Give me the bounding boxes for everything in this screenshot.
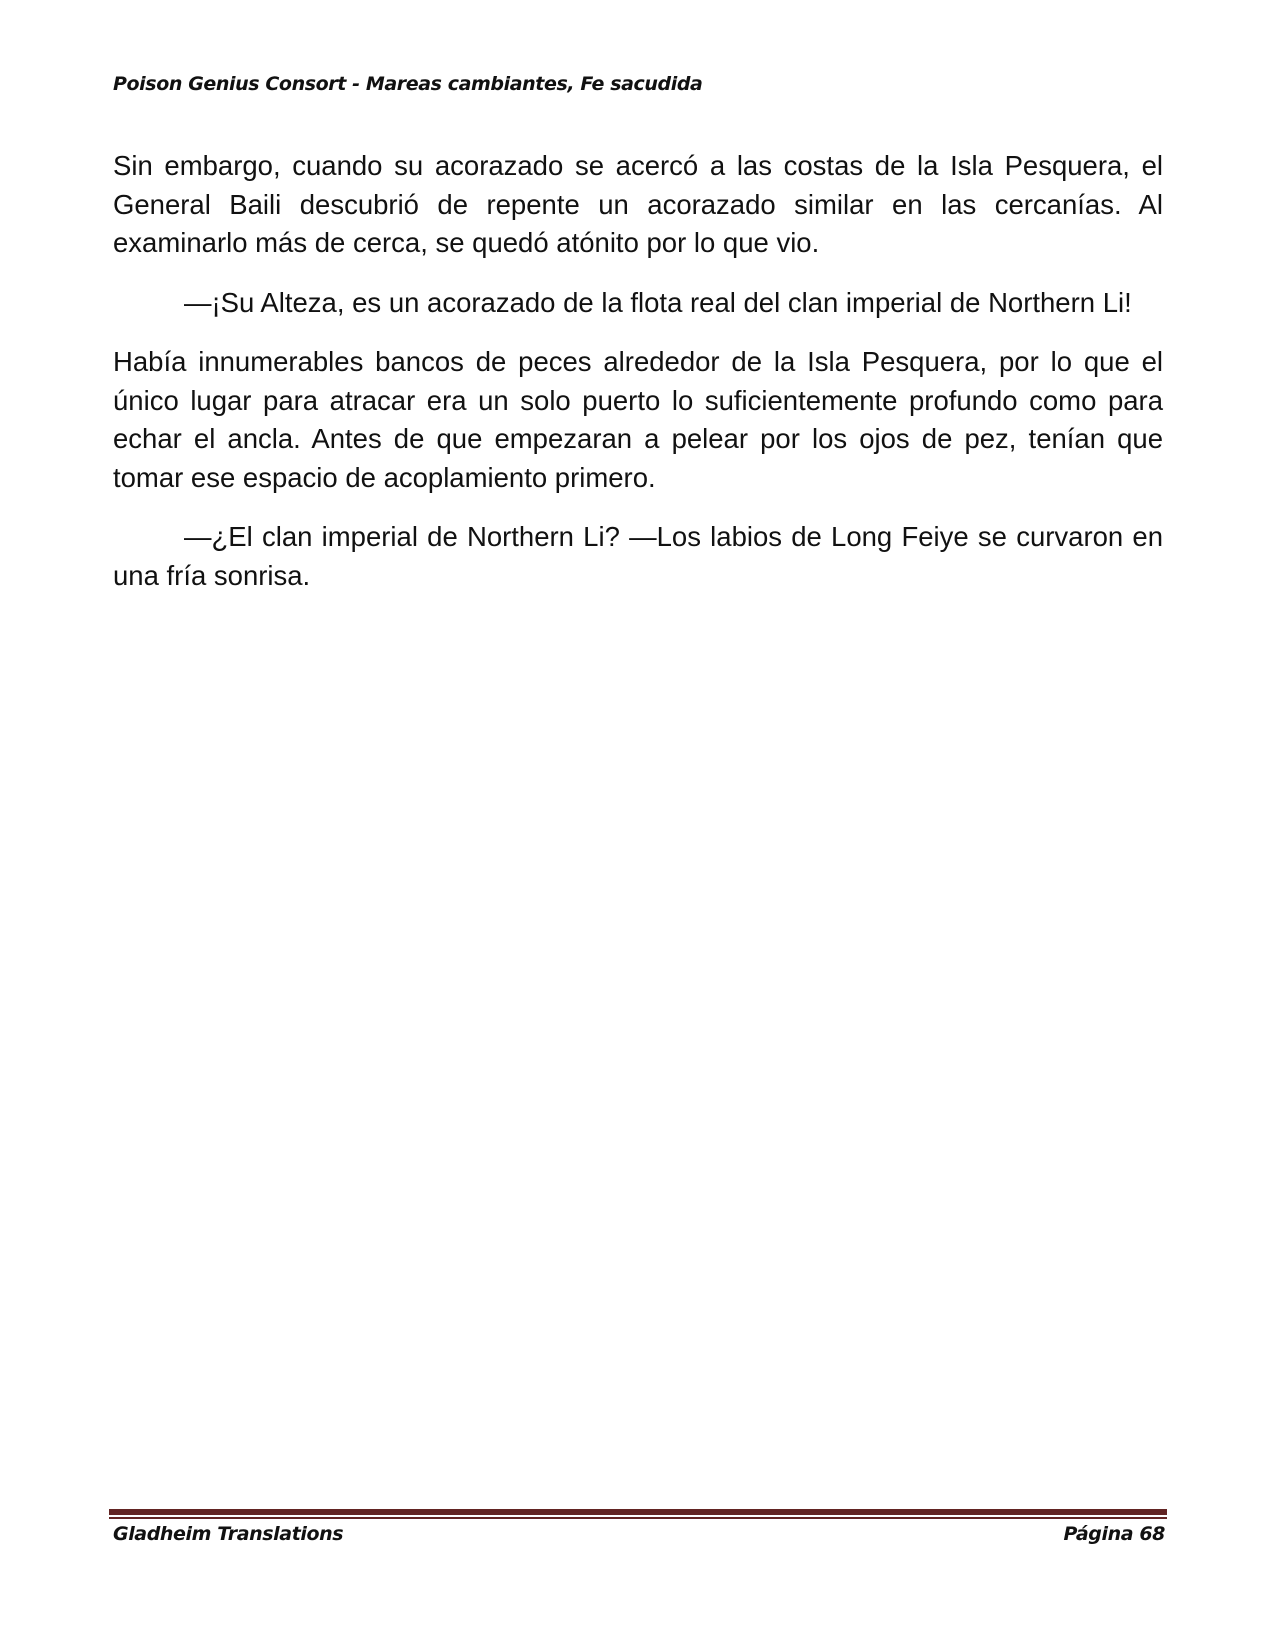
running-header: Poison Genius Consort - Mareas cambiantes, Fe sacudida xyxy=(113,73,703,95)
paragraph-dialogue: —¿El clan imperial de Northern Li? —Los labios de Long Feiye se curvaron en una fría sonrisa. xyxy=(113,521,1163,591)
footer-divider-thick xyxy=(109,1509,1167,1515)
footer-divider-thin xyxy=(109,1517,1167,1519)
footer-publisher: Gladheim Translations xyxy=(113,1523,344,1545)
paragraph-narration: Había innumerables bancos de peces alrededor de la Isla Pesquera, por lo que el único lugar para atracar era un solo puerto lo suficientemente profundo como para echar el ancla. Antes de que empezaran a pelear por los ojos de pez, tenían que tomar ese espacio de acoplamiento primero. xyxy=(113,346,1163,493)
page-number: Página 68 xyxy=(1063,1523,1165,1545)
page-body xyxy=(113,147,1163,616)
paragraph-dialogue: —¡Su Alteza, es un acorazado de la flota real del clan imperial de Northern Li! xyxy=(184,286,1132,318)
paragraph-narration: Sin embargo, cuando su acorazado se acercó a las costas de la Isla Pesquera, el General Baili descubrió de repente un acorazado similar en las cercanías. Al examinarlo más de cerca, se quedó atónito por lo que vio. xyxy=(113,150,1163,258)
footer-divider xyxy=(109,1509,1167,1519)
